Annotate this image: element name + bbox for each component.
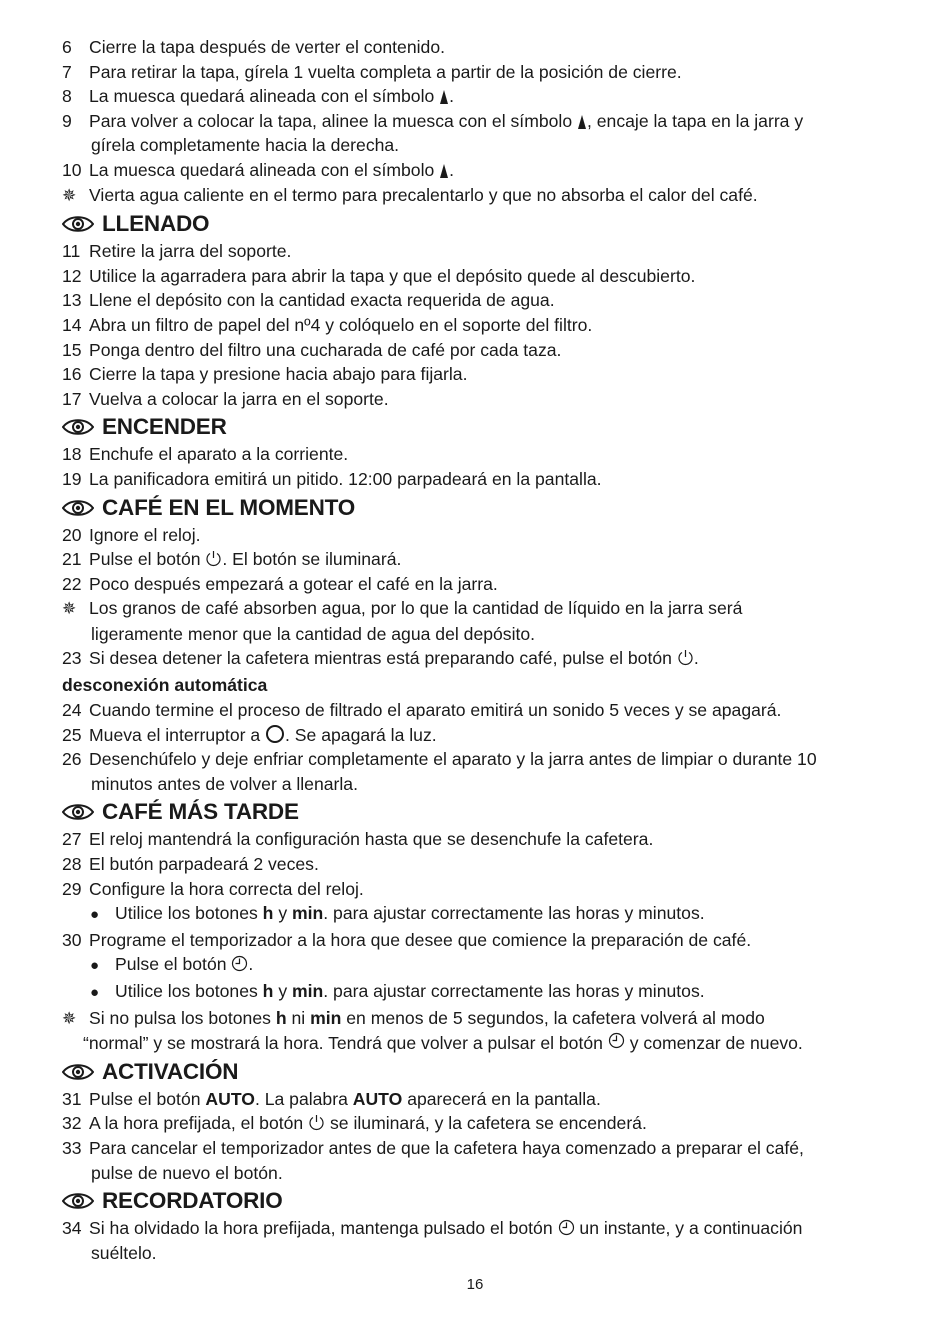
step-15: 15 Ponga dentro del filtro una cucharada de café por cada taza. [62,339,562,360]
tip-preheat: ✵ Vierta agua caliente en el termo para precalentarlo y que no absorba el calor del café. [62,183,892,209]
tip-absorb-continued: ligeramente menor que la cantidad de agua del depósito. [91,623,536,644]
clock-icon [558,1219,575,1236]
step-19: 19 La panificadora emitirá un pitido. 12:00 parpadeará en la pantalla. [62,468,602,489]
step-33-continued: pulse de nuevo el botón. [91,1162,283,1183]
eye-icon [62,1192,94,1210]
step-26-continued: minutos antes de volver a llenarla. [91,773,358,794]
power-icon [677,649,694,666]
step-21: 21 Pulse el botón . El botón se iluminará. [62,549,402,570]
step-33: 33 Para cancelar el temporizador antes de que la cafetera haya comenzado a preparar el café, [62,1137,804,1158]
step-26: 26 Desenchúfelo y deje enfriar completamente el aparato y la jarra antes de limpiar o durante 10 [62,749,817,770]
step-31: 31 Pulse el botón AUTO. La palabra AUTO aparecerá en la pantalla. [62,1088,601,1109]
power-icon [308,1114,325,1131]
step-6: 6 Cierre la tapa después de verter el contenido. [62,37,445,57]
manual-page [62,35,892,1265]
clock-icon [231,955,248,972]
eye-icon [62,418,94,436]
bullet-icon: ● [90,957,100,975]
step-18: 18 Enchufe el aparato a la corriente. [62,444,349,465]
eye-icon [62,803,94,821]
triangle-symbol-icon [578,115,586,129]
section-heading-activacion: ACTIVACIÓN [62,1057,892,1087]
bullet-icon: ● [90,984,100,1001]
section-heading-llenado: LLENADO [62,209,892,239]
eye-icon [62,215,94,233]
power-icon [205,550,222,567]
triangle-symbol-icon [440,164,448,178]
section-heading-cafe-momento: CAFÉ EN EL MOMENTO [62,493,892,523]
step-11: 11 Retire la jarra del soporte. [62,241,292,262]
step-34-continued: suéltelo. [91,1242,157,1263]
step-28: 28 El butón parpadeará 2 veces. [62,854,319,875]
step-22: 22 Poco después empezará a gotear el café en la jarra. [62,573,498,594]
step-13: 13 Llene el depósito con la cantidad exacta requerida de agua. [62,290,555,311]
tip-timeout: ✵ Si no pulsa los botones h ni min en menos de 5 segundos, la cafetera volverá al modo [62,1006,892,1032]
step-9: 9 Para volver a colocar la tapa, alinee la muesca con el símbolo , encaje la tapa en la jarra y [62,110,804,131]
step-34: 34 Si ha olvidado la hora prefijada, mantenga pulsado el botón un instante, y a continuación [62,1218,803,1239]
step-12: 12 Utilice la agarradera para abrir la tapa y que el depósito quede al descubierto. [62,265,696,286]
bullet-press-clock: ● Pulse el botón . [62,952,892,979]
bullet-icon: ● [90,906,100,924]
step-23: 23 Si desea detener la cafetera mientras está preparando café, pulse el botón . [62,648,699,669]
step-9-continued: gírela completamente hacia la derecha. [91,135,400,156]
step-27: 27 El reloj mantendrá la configuración hasta que se desenchufe la cafetera. [62,829,654,850]
tip-absorb: ✵ Los granos de café absorben agua, por lo que la cantidad de líquido en la jarra será [62,596,892,622]
section-heading-recordatorio: RECORDATORIO [62,1186,892,1216]
step-16: 16 Cierre la tapa y presione hacia abajo para fijarla. [62,364,468,385]
triangle-symbol-icon [440,90,448,104]
step-10: 10 La muesca quedará alineada con el símbolo . [62,159,455,180]
bullet-adjust-clock: ● Utilice los botones h y min. para ajustar correctamente las horas y minutos. [62,901,892,928]
section-heading-cafe-tarde: CAFÉ MÁS TARDE [62,797,892,827]
step-24: 24 Cuando termine el proceso de filtrado el aparato emitirá un sonido 5 veces y se apagará. [62,700,782,721]
step-30: 30 Programe el temporizador a la hora que desee que comience la preparación de café. [62,929,752,950]
eye-icon [62,1063,94,1081]
step-32: 32 A la hora prefijada, el botón se iluminará, y la cafetera se encenderá. [62,1113,647,1134]
sun-icon: ✵ [62,1008,77,1028]
sun-icon: ✵ [62,599,77,619]
step-20: 20 Ignore el reloj. [62,524,201,545]
tip-timeout-continued: “normal” y se mostrará la hora. Tendrá que volver a pulsar el botón y comenzar de nuevo. [83,1033,803,1054]
off-circle-icon [266,725,284,743]
eye-icon [62,499,94,517]
page-number: 16 [466,1276,484,1293]
subheading-desconexion: desconexión automática [62,675,268,696]
section-heading-encender: ENCENDER [62,412,892,442]
clock-icon [608,1032,625,1049]
bullet-adjust-timer: ● Utilice los botones h y min. para ajustar correctamente las horas y minutos. [62,979,892,1006]
step-14: 14 Abra un filtro de papel del nº4 y colóquelo en el soporte del filtro. [62,314,593,335]
step-17: 17 Vuelva a colocar la jarra en el soporte. [62,388,389,409]
sun-icon: ✵ [62,185,77,205]
step-7: 7 Para retirar la tapa, gírela 1 vuelta completa a partir de la posición de cierre. [62,61,682,82]
step-29: 29 Configure la hora correcta del reloj. [62,878,364,899]
step-8: 8 La muesca quedará alineada con el símbolo . [62,86,455,107]
step-25: 25 Mueva el interruptor a . Se apagará la luz. [62,724,437,745]
